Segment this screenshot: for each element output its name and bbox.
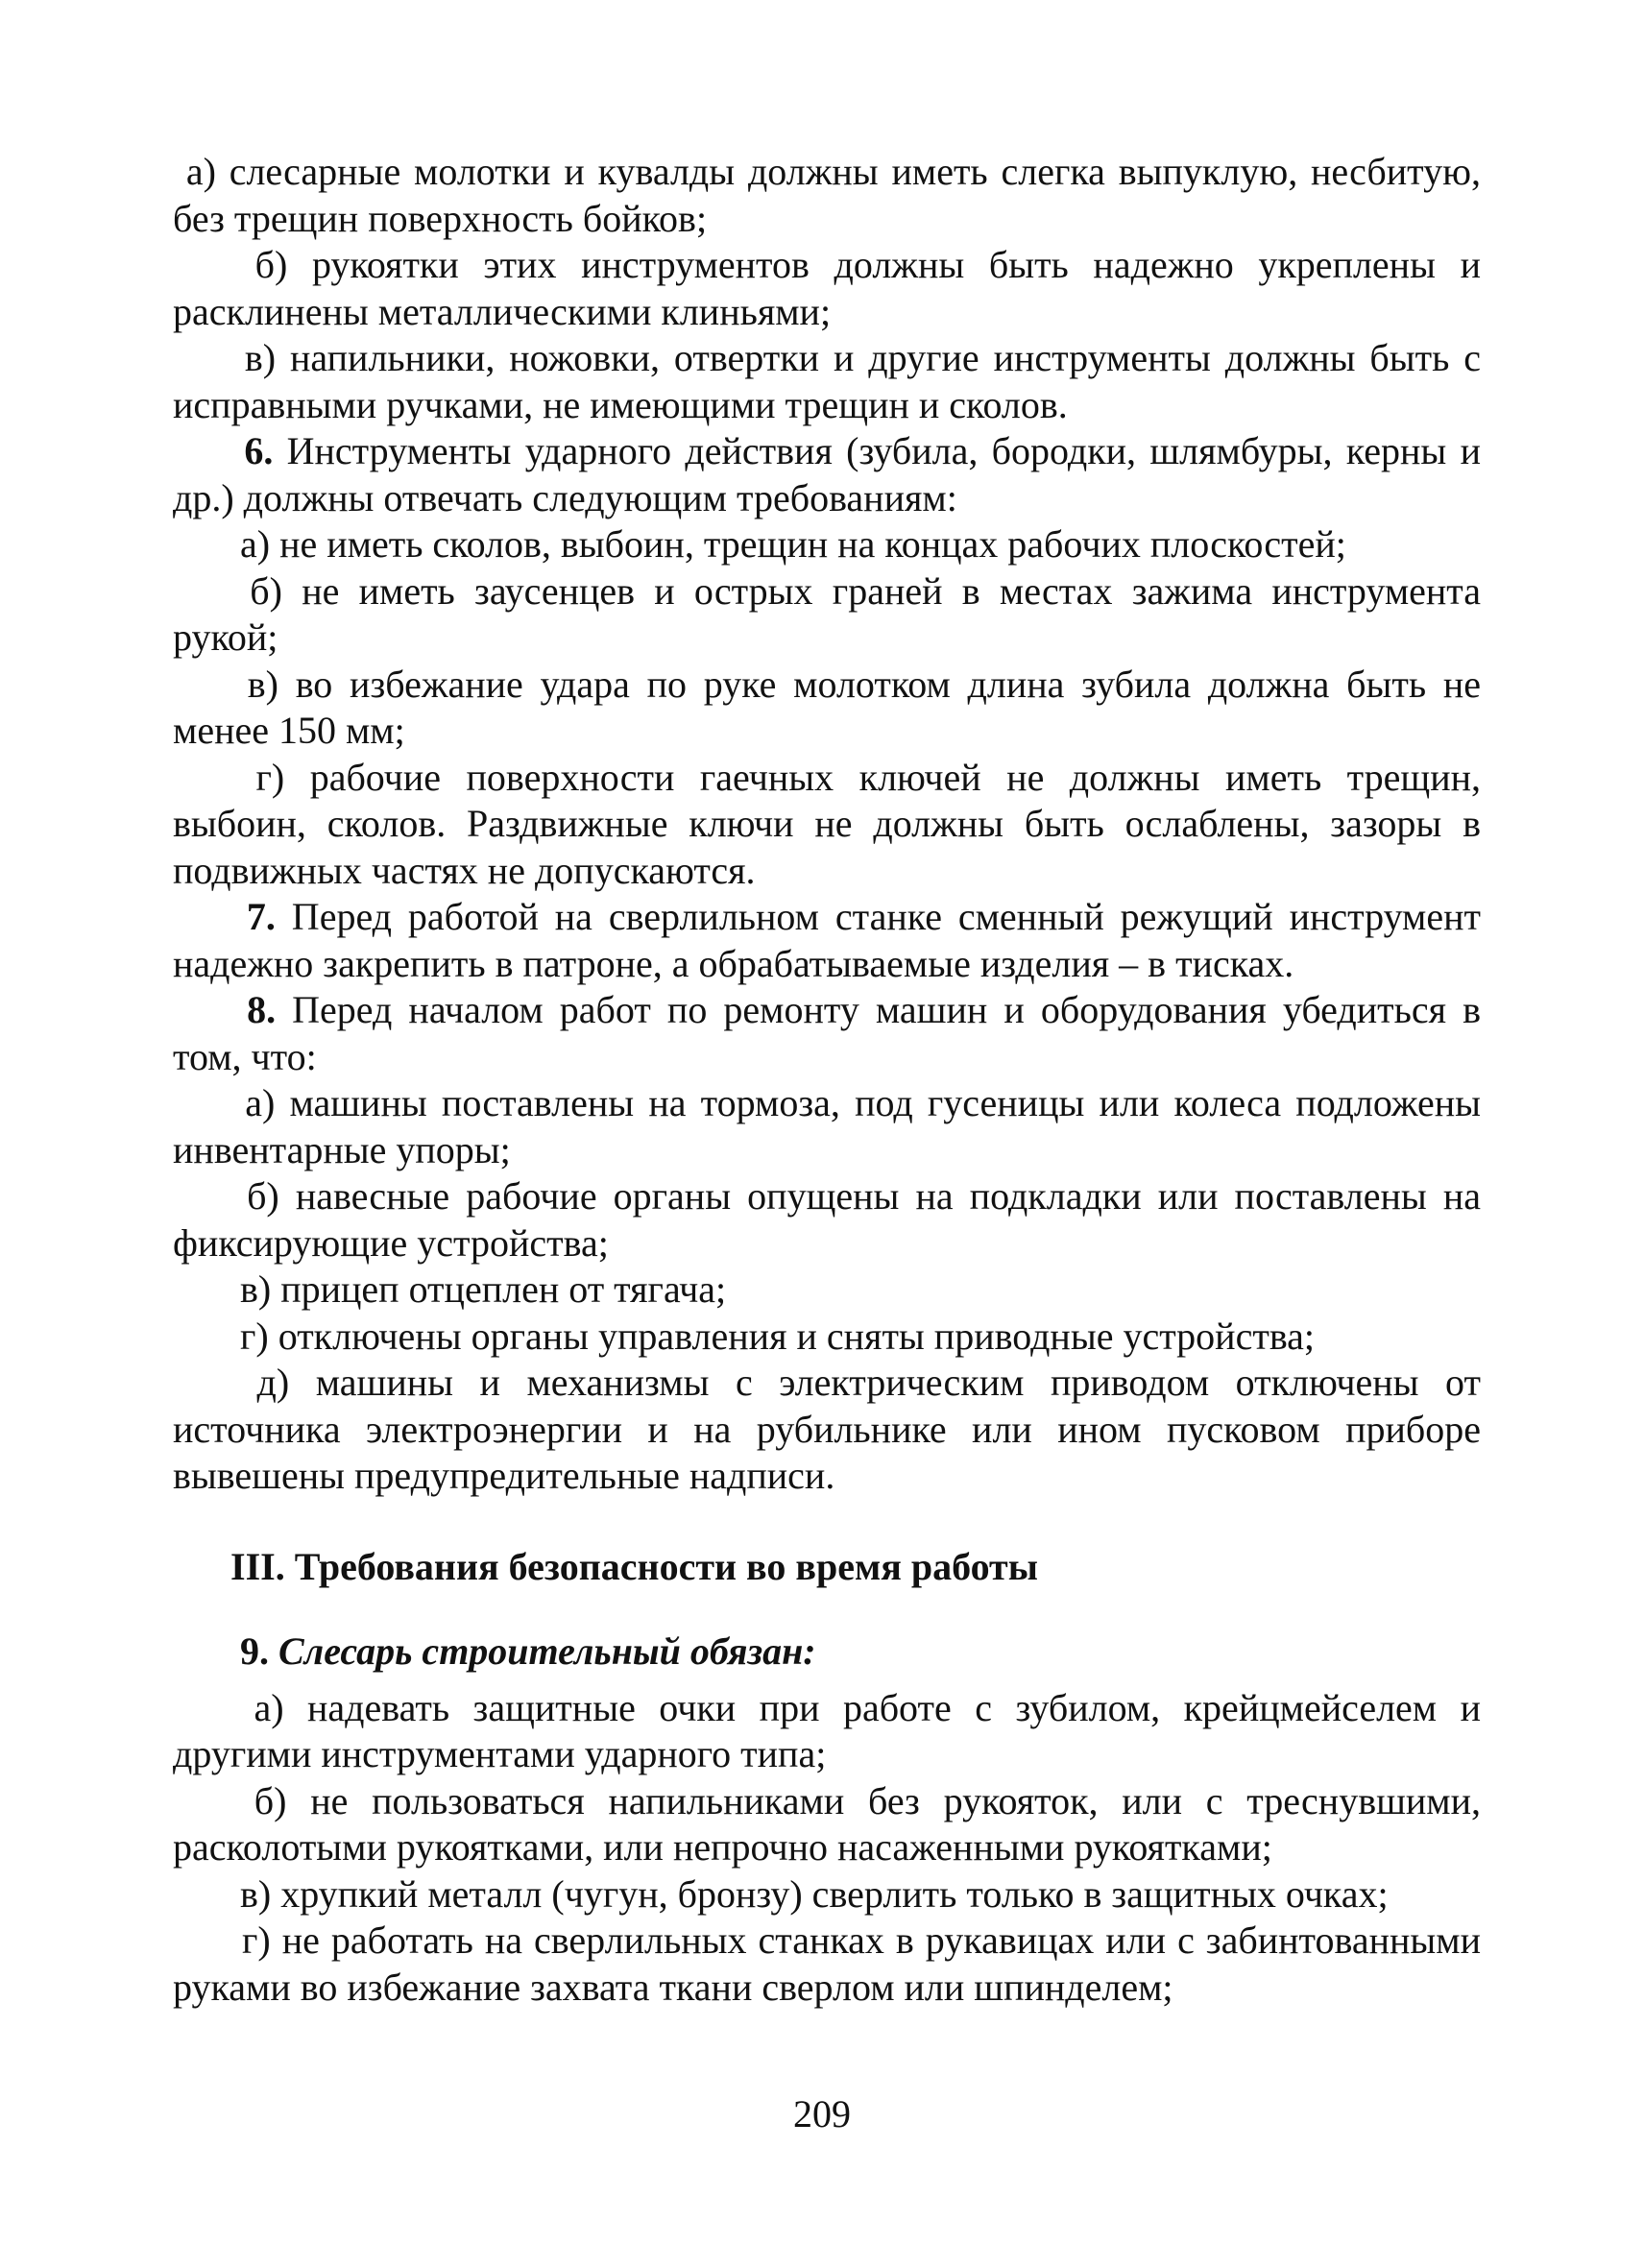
subitem-text: в) прицеп отцеплен от тягача;	[240, 1267, 727, 1311]
item-8	[173, 987, 1481, 1080]
subitem-text: д) машины и механизмы с электрическим приводом отключены от источника электроэнергии и на рубильнике или ином пусковом приборе вывешены предупредительные надписи.	[173, 1361, 1482, 1497]
item-8-subitem-e	[173, 1360, 1481, 1500]
item-6-subitem-d	[173, 755, 1481, 895]
item-8-subitem-d	[173, 1314, 1481, 1361]
subitem-text: а) не иметь сколов, выбоин, трещин на концах рабочих плоскостей;	[240, 522, 1346, 566]
item-9-subitem-b	[173, 1778, 1481, 1871]
subitem-text: г) рабочие поверхности гаечных ключей не должны иметь трещин, выбоин, сколов. Раздвижные ключи не должны быть ослаблены, зазоры в подвижных частях не допускаются.	[173, 755, 1482, 892]
item-6-subitem-c	[173, 662, 1481, 755]
subitem-text: а) надевать защитные очки при работе с зубилом, крейцмейселем и другими инструментами ударного типа;	[173, 1685, 1481, 1775]
paragraph-text: б) рукоятки этих инструментов должны быть надежно укреплены и расклинены металлическими клиньями;	[173, 243, 1482, 333]
item-number: 9.	[240, 1629, 269, 1673]
page-number: 209	[793, 2092, 851, 2135]
item-text: Перед началом работ по ремонту машин и оборудования убедиться в том, что:	[173, 988, 1481, 1078]
paragraph-a-hammers	[173, 149, 1481, 242]
item-8-subitem-a	[173, 1080, 1481, 1173]
item-9-heading	[173, 1629, 1481, 1676]
item-6-subitem-b	[173, 568, 1481, 662]
item-text: Слесарь строительный обязан:	[269, 1629, 816, 1673]
item-text: Перед работой на сверлильном станке сменный режущий инструмент надежно закрепить в патроне, а обрабатываемые изделия – в тисках.	[173, 895, 1482, 985]
page-body	[173, 149, 1481, 2011]
paragraph-b-handles	[173, 242, 1481, 335]
paragraph-c-files	[173, 335, 1481, 428]
subitem-text: б) не пользоваться напильниками без рукояток, или с треснувшими, расколотыми рукоятками, или непрочно насаженными рукоятками;	[173, 1778, 1482, 1869]
subitem-text: б) не иметь заусенцев и острых граней в местах зажима инструмента рукой;	[173, 568, 1482, 659]
item-number: 7.	[246, 895, 276, 938]
subitem-text: б) навесные рабочие органы опущены на подкладки или поставлены на фиксирующие устройства;	[173, 1174, 1482, 1265]
item-7	[173, 894, 1481, 987]
section-heading: III. Требования безопасности во время работы	[230, 1544, 1038, 1588]
item-8-subitem-c	[173, 1267, 1481, 1314]
subitem-text: в) во избежание удара по руке молотком длина зубила должна быть не менее 150 мм;	[173, 662, 1482, 752]
paragraph-text: а) слесарные молотки и кувалды должны иметь слегка выпуклую, несбитую, без трещин поверхность бойков;	[173, 150, 1482, 240]
subitem-text: г) не работать на сверлильных станках в рукавицах или с забинтованными руками во избежание захвата ткани сверлом или шпинделем;	[173, 1918, 1481, 2009]
item-number: 8.	[247, 988, 277, 1031]
item-9-subitem-d	[173, 1918, 1481, 2011]
item-8-subitem-b	[173, 1173, 1481, 1267]
subitem-text: г) отключены органы управления и сняты приводные устройства;	[240, 1314, 1316, 1358]
paragraph-text: в) напильники, ножовки, отвертки и другие инструменты должны быть с исправными ручками, не имеющими трещин и сколов.	[173, 336, 1481, 426]
item-number: 6.	[244, 429, 274, 472]
item-9-subitem-c	[173, 1871, 1481, 1918]
item-6	[173, 428, 1481, 521]
subitem-text: в) хрупкий металл (чугун, бронзу) сверлить только в защитных очках;	[240, 1871, 1389, 1916]
item-9-subitem-a	[173, 1685, 1481, 1778]
item-6-subitem-a	[173, 521, 1481, 568]
item-text: Инструменты ударного действия (зубила, бородки, шлямбуры, керны и др.) должны отвечать следующим требованиям:	[173, 429, 1482, 519]
subitem-text: а) машины поставлены на тормоза, под гусеницы или колеса подложены инвентарные упоры;	[173, 1081, 1481, 1171]
